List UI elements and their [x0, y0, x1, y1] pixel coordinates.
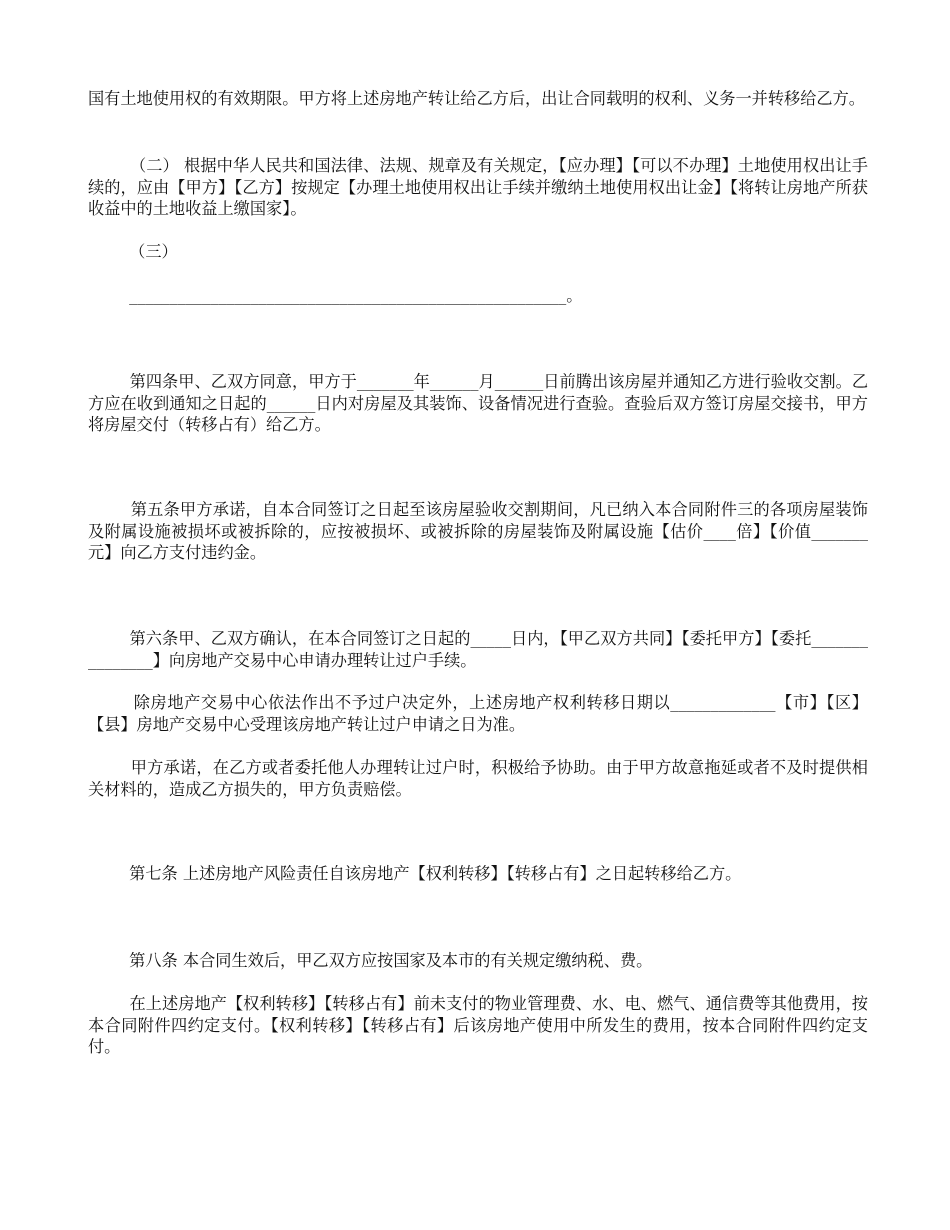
paragraph-land-use-term: 国有土地使用权的有效期限。甲方将上述房地产转让给乙方后，出让合同载明的权利、义务一并转移给乙方。 [88, 89, 865, 108]
paragraph-article-5: 第五条甲方承诺，自本合同签订之日起至该房屋验收交割期间，凡已纳入本合同附件三的各项房屋装饰及附属设施被损坏或被拆除的，应按被损坏、或被拆除的房屋装饰及附属设施【估价____倍】【价值_______元】向乙方支付违约金。 [88, 500, 868, 562]
paragraph-article-4: 第四条甲、乙双方同意，甲方于_______年______月______日前腾出该房屋并通知乙方进行验收交割。乙方应在收到通知之日起的______日内对房屋及其装饰、设备情况进行查验。查验后双方签订房屋交接书，甲方将房屋交付（转移占有）给乙方。 [88, 372, 869, 434]
paragraph-article-7: 第七条 上述房地产风险责任自该房地产【权利转移】【转移占有】之日起转移给乙方。 [88, 864, 742, 883]
paragraph-article-8: 第八条 本合同生效后，甲乙双方应按国家及本市的有关规定缴纳税、费。 [88, 951, 653, 970]
paragraph-clause-3-blank-line: ______________________________________________________。 [88, 286, 583, 305]
paragraph-clause-2: （二） 根据中华人民共和国法律、法规、规章及有关规定，【应办理】【可以不办理】土地使用权出让手续的，应由【甲方】【乙方】按规定【办理土地使用权出让手续并缴纳土地使用权出让金】【将转让房地产所获收益中的土地收益上缴国家】。 [88, 156, 868, 218]
paragraph-clause-3-heading: （三） [88, 242, 178, 261]
paragraph-fees: 在上述房地产【权利转移】【转移占有】前未支付的物业管理费、水、电、燃气、通信费等其他费用，按本合同附件四约定支付。【权利转移】【转移占有】后该房地产使用中所发生的费用，按本合同附件四约定支付。 [88, 994, 868, 1056]
paragraph-article-6: 第六条甲、乙双方确认，在本合同签订之日起的_____日内，【甲乙双方共同】【委托甲方】【委托_______________】向房地产交易中心申请办理转让过户手续。 [88, 629, 868, 670]
paragraph-transfer-date: 除房地产交易中心依法作出不予过户决定外，上述房地产权利转移日期以_____________【市】【区】【县】房地产交易中心受理该房地产转让过户申请之日为准。 [88, 693, 868, 734]
paragraph-seller-assistance: 甲方承诺，在乙方或者委托他人办理转让过户时，积极给予协助。由于甲方故意拖延或者不及时提供相关材料的，造成乙方损失的，甲方负责赔偿。 [88, 758, 868, 799]
